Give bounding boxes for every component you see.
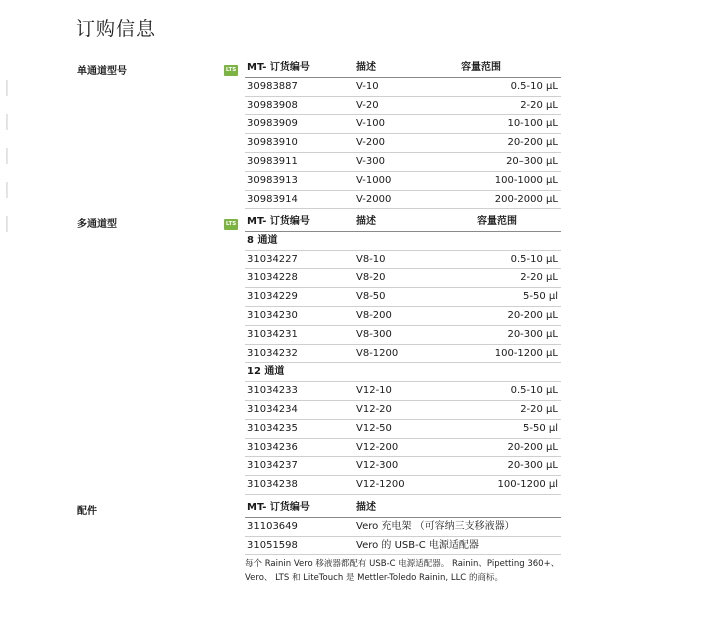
- table-row: [245, 269, 561, 288]
- cell-part: 31034236: [247, 441, 298, 453]
- cell-desc: V12-10: [356, 385, 392, 397]
- cell-cap: 0.5-10 µL: [510, 80, 558, 92]
- cell-cap: 20-300 µL: [507, 328, 558, 340]
- table-row: [245, 382, 561, 401]
- section-label-multi: 多通道型: [77, 219, 117, 230]
- single-channel-table: [245, 59, 561, 209]
- header-desc: 描述: [356, 502, 376, 513]
- cell-cap: 100-1000 µL: [494, 174, 558, 186]
- cell-part: 31103649: [247, 520, 298, 532]
- table-row: [245, 401, 561, 420]
- footnote: [245, 557, 575, 585]
- header-cap: 容量范围: [461, 62, 501, 73]
- cell-desc: V12-200: [356, 441, 399, 453]
- table-row: [245, 153, 561, 172]
- cell-desc: Vero 的 USB-C 电源适配器: [356, 539, 479, 551]
- cell-desc: V8-10: [356, 253, 386, 265]
- cell-part: 31034231: [247, 328, 298, 340]
- cell-cap: 0.5-10 µL: [510, 253, 558, 265]
- cell-cap: 2-20 µL: [520, 403, 558, 415]
- cell-desc: V-10: [356, 80, 379, 92]
- cell-desc: V8-200: [356, 309, 392, 321]
- group-label-8: 8 通道: [245, 232, 561, 251]
- cell-part: 31034238: [247, 479, 298, 491]
- cell-desc: V-100: [356, 118, 385, 130]
- table-row: [245, 172, 561, 191]
- cell-part: 30983913: [247, 174, 298, 186]
- cell-desc: Vero 充电架 （可容纳三支移液器）: [356, 520, 515, 532]
- cell-cap: 200-2000 µL: [494, 193, 558, 205]
- cell-cap: 20-200 µL: [507, 309, 558, 321]
- multi-channel-table: [245, 213, 561, 495]
- lts-badge-icon: LTS: [224, 65, 238, 76]
- cell-part: 30983911: [247, 155, 298, 167]
- header-desc: 描述: [356, 62, 376, 73]
- cell-cap: 20-200 µL: [507, 441, 558, 453]
- table-row: [245, 326, 561, 345]
- table-row: [245, 134, 561, 153]
- header-cap: 容量范围: [477, 216, 517, 227]
- cell-cap: 5-50 µl: [522, 291, 558, 303]
- cell-cap: 20–300 µL: [506, 155, 558, 167]
- cell-desc: V-1000: [356, 174, 392, 186]
- header-part: MT- 订货编号: [247, 62, 310, 73]
- cell-desc: V12-300: [356, 460, 399, 472]
- section-label-single: 单通道型号: [77, 66, 127, 77]
- group-label-12: 12 通道: [245, 363, 561, 382]
- cell-part: 30983887: [247, 80, 298, 92]
- footnote-line-1: 每个 Rainin Vero 移液器都配有 USB-C 电源适配器。 Rainin、Pipetting 360+、: [245, 559, 560, 569]
- header-desc: 描述: [356, 216, 376, 227]
- cell-part: 30983914: [247, 193, 298, 205]
- cell-cap: 0.5-10 µL: [510, 385, 558, 397]
- header-part: MT- 订货编号: [247, 502, 310, 513]
- table-row: [245, 251, 561, 270]
- cell-part: 31034235: [247, 422, 298, 434]
- table-row: [245, 78, 561, 97]
- cell-desc: V12-20: [356, 403, 392, 415]
- cell-desc: V-200: [356, 137, 385, 149]
- cell-desc: V-2000: [356, 193, 392, 205]
- table-row: [245, 537, 561, 556]
- cell-part: 31034233: [247, 385, 298, 397]
- lts-badge-icon: LTS: [224, 219, 238, 230]
- table-row: [245, 476, 561, 495]
- cell-cap: 100-1200 µl: [497, 479, 558, 491]
- section-label-accessories: 配件: [77, 506, 97, 517]
- footnote-line-2: Vero、 LTS 和 LiteTouch 是 Mettler-Toledo Rainin, LLC 的商标。: [245, 573, 503, 583]
- page-title: 订购信息: [76, 18, 157, 40]
- cell-cap: 2-20 µL: [520, 99, 558, 111]
- cell-part: 31034230: [247, 309, 298, 321]
- margin-decoration: | | | | |: [4, 77, 10, 232]
- cell-part: 31034228: [247, 272, 298, 284]
- table-row: [245, 345, 561, 364]
- cell-desc: V-300: [356, 155, 385, 167]
- cell-part: 31034234: [247, 403, 298, 415]
- table-row: [245, 518, 561, 537]
- table-row: [245, 115, 561, 134]
- cell-part: 31034232: [247, 347, 298, 359]
- cell-desc: V12-1200: [356, 479, 405, 491]
- table-header: [245, 499, 561, 518]
- cell-part: 30983908: [247, 99, 298, 111]
- cell-desc: V-20: [356, 99, 379, 111]
- table-header: [245, 59, 561, 78]
- cell-cap: 5-50 µl: [522, 422, 558, 434]
- table-row: [245, 420, 561, 439]
- table-row: [245, 97, 561, 116]
- header-part: MT- 订货编号: [247, 216, 310, 227]
- cell-cap: 100-1200 µL: [494, 347, 558, 359]
- accessories-table: [245, 499, 561, 555]
- cell-part: 31034237: [247, 460, 298, 472]
- cell-part: 30983910: [247, 137, 298, 149]
- table-row: [245, 439, 561, 458]
- cell-desc: V8-300: [356, 328, 392, 340]
- table-header: [245, 213, 561, 232]
- table-row: [245, 457, 561, 476]
- cell-desc: V8-20: [356, 272, 386, 284]
- cell-desc: V8-1200: [356, 347, 399, 359]
- cell-desc: V12-50: [356, 422, 392, 434]
- cell-part: 30983909: [247, 118, 298, 130]
- table-row: [245, 307, 561, 326]
- cell-cap: 2-20 µL: [520, 272, 558, 284]
- table-row: [245, 191, 561, 210]
- table-row: [245, 288, 561, 307]
- cell-cap: 20-200 µL: [507, 137, 558, 149]
- cell-part: 31034229: [247, 291, 298, 303]
- cell-part: 31051598: [247, 539, 298, 551]
- cell-part: 31034227: [247, 253, 298, 265]
- cell-desc: V8-50: [356, 291, 386, 303]
- cell-cap: 10-100 µL: [507, 118, 558, 130]
- cell-cap: 20-300 µL: [507, 460, 558, 472]
